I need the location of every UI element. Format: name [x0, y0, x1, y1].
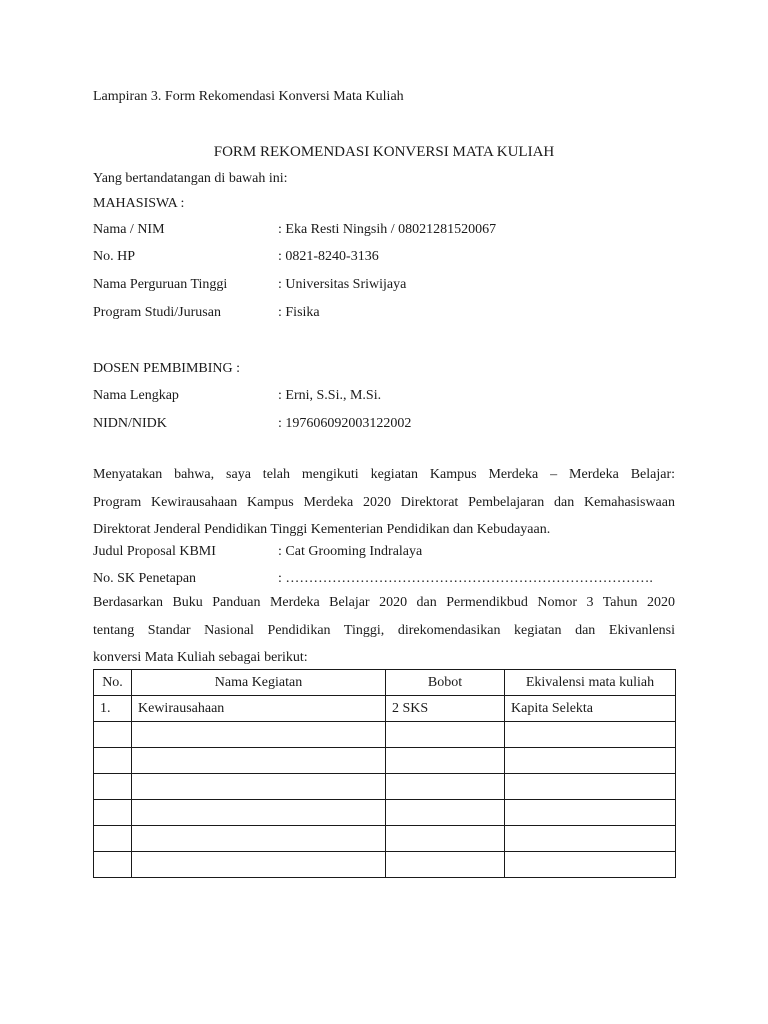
- basis-line: Berdasarkan Buku Panduan Merdeka Belajar 2020 dan Permendikbud Nomor 3 Tahun 2020: [93, 595, 675, 610]
- intro-text: Yang bertandatangan di bawah ini:: [93, 171, 288, 186]
- table-row: [94, 774, 676, 800]
- cell-no: [94, 826, 132, 852]
- field-value: : …………………………………………………………………….: [278, 571, 653, 586]
- field-label: Program Studi/Jurusan: [93, 305, 221, 320]
- field-value: : Erni, S.Si., M.Si.: [278, 388, 382, 403]
- cell-no: 1.: [94, 696, 132, 722]
- header-no: No.: [94, 670, 132, 696]
- cell-equivalence: [505, 774, 676, 800]
- cell-weight: [386, 748, 505, 774]
- cell-no: [94, 774, 132, 800]
- student-university-row: [93, 276, 406, 294]
- header-equivalence: Ekivalensi mata kuliah: [505, 670, 676, 696]
- conversion-table: [93, 669, 676, 878]
- field-label: Nama Perguruan Tinggi: [93, 277, 228, 292]
- cell-weight: 2 SKS: [386, 696, 505, 722]
- cell-no: [94, 748, 132, 774]
- cell-no: [94, 722, 132, 748]
- cell-activity: Kewirausahaan: [132, 696, 386, 722]
- basis-line: konversi Mata Kuliah sebagai berikut:: [93, 650, 308, 666]
- cell-no: [94, 852, 132, 878]
- cell-equivalence: [505, 722, 676, 748]
- cell-weight: [386, 852, 505, 878]
- basis-line: tentang Standar Nasional Pendidikan Tinggi, direkomendasikan kegiatan dan Ekivanlensi: [93, 622, 675, 638]
- cell-activity: [132, 774, 386, 800]
- cell-equivalence: [505, 800, 676, 826]
- student-program-row: [93, 304, 320, 322]
- cell-weight: [386, 826, 505, 852]
- supervisor-name-row: [93, 387, 381, 405]
- statement-line: Program Kewirausahaan Kampus Merdeka 2020 Direktorat Pembelajaran dan Kemahasiswaan: [93, 494, 675, 510]
- field-value: : 197606092003122002: [278, 416, 412, 431]
- student-phone-row: [93, 248, 379, 266]
- header-activity: Nama Kegiatan: [132, 670, 386, 696]
- field-value: : Eka Resti Ningsih / 08021281520067: [278, 222, 497, 237]
- cell-equivalence: [505, 826, 676, 852]
- field-value: : Fisika: [278, 305, 320, 320]
- field-label: Judul Proposal KBMI: [93, 544, 216, 559]
- cell-activity: [132, 748, 386, 774]
- cell-weight: [386, 722, 505, 748]
- table-row: [94, 696, 676, 722]
- field-label: NIDN/NIDK: [93, 416, 167, 431]
- cell-activity: [132, 852, 386, 878]
- decree-number-row: [93, 570, 653, 588]
- table-row: [94, 722, 676, 748]
- field-value: : Cat Grooming Indralaya: [278, 544, 423, 559]
- supervisor-nidn-row: [93, 415, 411, 433]
- cell-equivalence: [505, 852, 676, 878]
- cell-activity: [132, 800, 386, 826]
- supervisor-heading: DOSEN PEMBIMBING :: [93, 361, 241, 376]
- cell-weight: [386, 800, 505, 826]
- student-heading: MAHASISWA :: [93, 196, 185, 211]
- cell-activity: [132, 826, 386, 852]
- field-value: : Universitas Sriwijaya: [278, 277, 407, 292]
- cell-equivalence: Kapita Selekta: [505, 696, 676, 722]
- table-row: [94, 800, 676, 826]
- statement-line: Menyatakan bahwa, saya telah mengikuti kegiatan Kampus Merdeka – Merdeka Belajar:: [93, 467, 675, 482]
- table-row: [94, 748, 676, 774]
- cell-equivalence: [505, 748, 676, 774]
- field-label: No. HP: [93, 249, 136, 264]
- field-label: No. SK Penetapan: [93, 571, 197, 586]
- proposal-title-row: [93, 543, 422, 561]
- table-row: [94, 826, 676, 852]
- cell-activity: [132, 722, 386, 748]
- table-row: [94, 852, 676, 878]
- statement-line: Direktorat Jenderal Pendidikan Tinggi Kementerian Pendidikan dan Kebudayaan.: [93, 522, 551, 538]
- cell-weight: [386, 774, 505, 800]
- field-label: Nama Lengkap: [93, 388, 179, 403]
- table-header-row: [94, 670, 676, 696]
- statement-paragraph: [93, 461, 675, 544]
- appendix-heading: Lampiran 3. Form Rekomendasi Konversi Mata Kuliah: [93, 89, 404, 104]
- header-weight: Bobot: [386, 670, 505, 696]
- student-name-nim-row: [93, 221, 496, 239]
- field-value: : 0821-8240-3136: [278, 249, 379, 264]
- form-title: FORM REKOMENDASI KONVERSI MATA KULIAH: [213, 144, 555, 160]
- basis-paragraph: [93, 589, 675, 672]
- cell-no: [94, 800, 132, 826]
- field-label: Nama / NIM: [93, 222, 165, 237]
